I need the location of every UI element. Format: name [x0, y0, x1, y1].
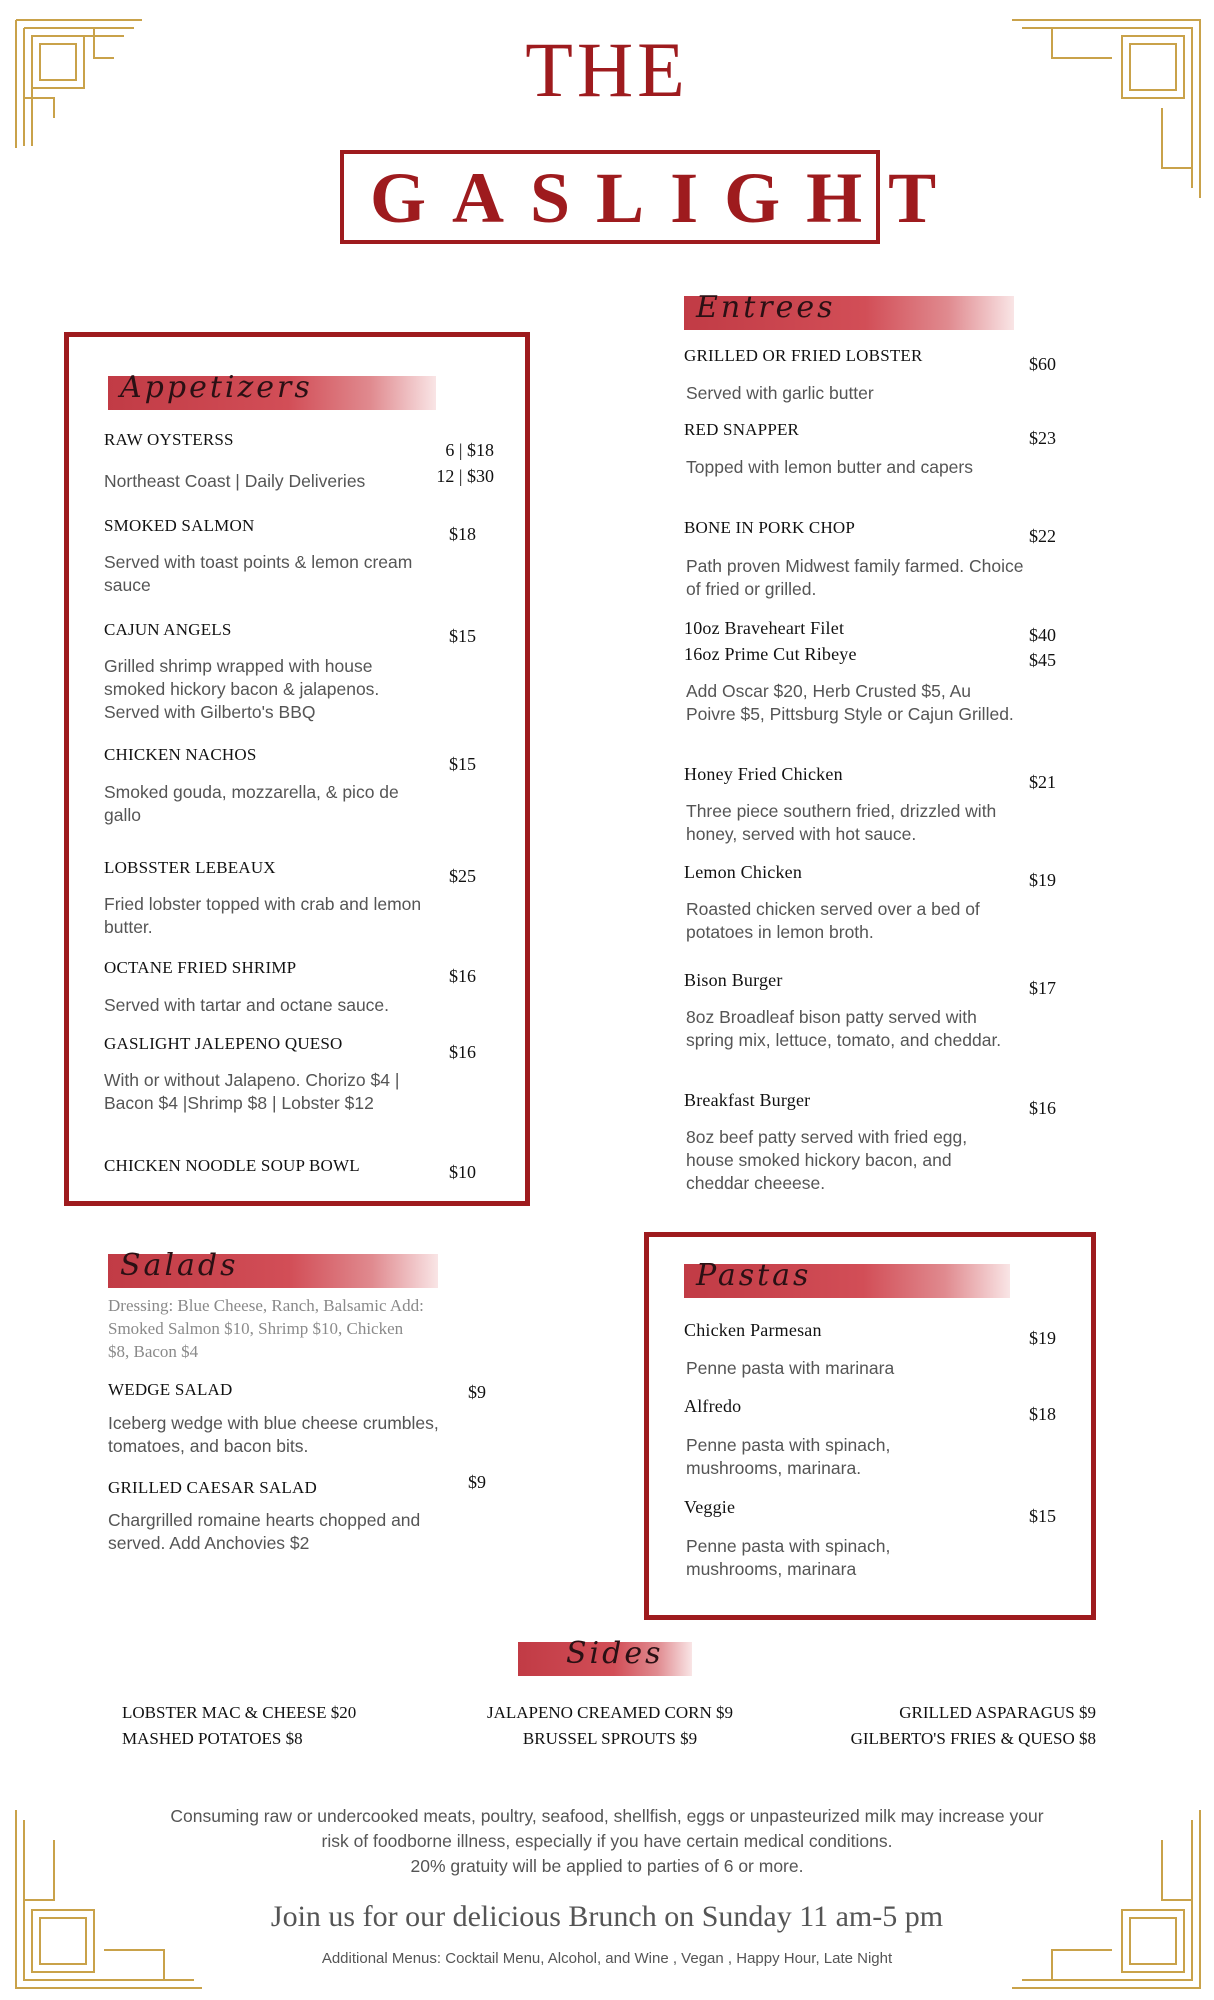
appetizer-price: 6 | $18	[445, 440, 494, 460]
appetizer-price: $16	[449, 966, 476, 986]
pasta-desc: Penne pasta with spinach, mushrooms, marinara.	[686, 1435, 891, 1478]
entree-name: 10oz Braveheart Filet	[684, 618, 845, 638]
side-item: JALAPENO CREAMED CORN $9	[486, 1703, 734, 1722]
salad-desc: Chargrilled romaine hearts chopped and served. Add Anchovies $2	[108, 1510, 421, 1553]
entree-price: $60	[1029, 354, 1056, 374]
entree-name-alt: 16oz Prime Cut Ribeye	[684, 644, 857, 664]
entree-price: $21	[1029, 772, 1056, 792]
salads-dressing-note: Dressing: Blue Cheese, Ranch, Balsamic Add: Smoked Salmon $10, Shrimp $10, Chicken $8, Bacon $4	[108, 1296, 424, 1361]
sides-title: Sides	[566, 1636, 664, 1671]
warning-line-2: risk of foodborne illness, especially if you have certain medical conditions.	[321, 1831, 893, 1851]
side-item: GRILLED ASPARAGUS $9	[899, 1703, 1096, 1722]
entree-name: RED SNAPPER	[684, 420, 800, 439]
entree-name: GRILLED OR FRIED LOBSTER	[684, 346, 923, 365]
pasta-name: Alfredo	[684, 1396, 742, 1416]
appetizer-name: CHICKEN NACHOS	[104, 745, 257, 764]
appetizer-desc: Grilled shrimp wrapped with house smoked hickory bacon & jalapenos. Served with Gilberto's BBQ	[104, 656, 380, 722]
pasta-desc: Penne pasta with marinara	[686, 1358, 895, 1378]
entree-desc: Served with garlic butter	[686, 383, 874, 403]
salad-price: $9	[468, 1472, 486, 1492]
entree-price: $16	[1029, 1098, 1056, 1118]
entree-price: $23	[1029, 428, 1056, 448]
side-item: MASHED POTATOES $8	[122, 1729, 303, 1748]
appetizer-name: LOBSSTER LEBEAUX	[104, 858, 276, 877]
entree-price-alt: $45	[1029, 650, 1056, 670]
appetizer-desc: Served with tartar and octane sauce.	[104, 995, 390, 1015]
appetizer-desc: Served with toast points & lemon cream sauce	[104, 552, 413, 595]
appetizer-desc: With or without Jalapeno. Chorizo $4 | Bacon $4 |Shrimp $8 | Lobster $12	[104, 1070, 400, 1113]
sides-column-left	[122, 1700, 356, 1752]
logo-the: THE	[525, 26, 689, 113]
appetizer-desc: Northeast Coast | Daily Deliveries	[104, 471, 366, 491]
entree-desc: Topped with lemon butter and capers	[686, 457, 973, 477]
appetizer-name: OCTANE FRIED SHRIMP	[104, 958, 297, 977]
entree-desc: Three piece southern fried, drizzled with honey, served with hot sauce.	[686, 801, 997, 844]
salad-desc: Iceberg wedge with blue cheese crumbles, tomatoes, and bacon bits.	[108, 1413, 439, 1456]
warning-line-1: Consuming raw or undercooked meats, poultry, seafood, shellfish, eggs or unpasteurized milk may increase your	[170, 1806, 1044, 1826]
appetizer-price: $15	[449, 626, 476, 646]
appetizer-price: $10	[449, 1162, 476, 1182]
logo-frame	[340, 150, 963, 244]
sides-ribbon	[518, 1636, 692, 1676]
entree-name: Honey Fried Chicken	[684, 764, 843, 784]
entree-name: Bison Burger	[684, 970, 783, 990]
appetizer-name: CHICKEN NOODLE SOUP BOWL	[104, 1156, 360, 1175]
entrees-ribbon	[684, 290, 1014, 330]
appetizers-ribbon	[108, 370, 436, 410]
food-safety-warning	[0, 1804, 1214, 1879]
appetizer-desc: Smoked gouda, mozzarella, & pico de gallo	[104, 782, 399, 825]
entree-desc: 8oz Broadleaf bison patty served with spring mix, lettuce, tomato, and cheddar.	[686, 1007, 1002, 1050]
pasta-price: $15	[1029, 1506, 1056, 1526]
sides-column-right	[770, 1700, 1096, 1752]
sides-column-center	[440, 1700, 780, 1752]
gratuity-note: 20% gratuity will be applied to parties of 6 or more.	[410, 1856, 804, 1876]
appetizer-price: $18	[449, 524, 476, 544]
side-item: GILBERTO'S FRIES & QUESO $8	[850, 1729, 1096, 1748]
appetizer-name: SMOKED SALMON	[104, 516, 255, 535]
salad-name: GRILLED CAESAR SALAD	[108, 1478, 317, 1497]
entree-desc: Roasted chicken served over a bed of potatoes in lemon broth.	[686, 899, 980, 942]
salads-title: Salads	[120, 1248, 239, 1283]
pasta-name: Chicken Parmesan	[684, 1320, 822, 1340]
entree-desc: 8oz beef patty served with fried egg, house smoked hickory bacon, and cheddar cheeese.	[686, 1127, 968, 1193]
appetizer-price: $15	[449, 754, 476, 774]
pastas-ribbon	[684, 1258, 1010, 1298]
appetizer-price: $16	[449, 1042, 476, 1062]
entrees-title: Entrees	[696, 290, 836, 325]
logo-name: GASLIGHT	[370, 158, 963, 238]
appetizer-name: RAW OYSTERSS	[104, 430, 234, 449]
salad-name: WEDGE SALAD	[108, 1380, 233, 1399]
pastas-title: Pastas	[696, 1258, 812, 1293]
salad-price: $9	[468, 1382, 486, 1402]
side-item: LOBSTER MAC & CHEESE $20	[122, 1703, 357, 1722]
entree-price: $22	[1029, 526, 1056, 546]
pasta-price: $19	[1029, 1328, 1056, 1348]
pasta-name: Veggie	[684, 1497, 736, 1517]
additional-menus: Additional Menus: Cocktail Menu, Alcohol, and Wine , Vegan , Happy Hour, Late Night	[321, 1950, 893, 1967]
entree-price: $19	[1029, 870, 1056, 890]
entree-name: Breakfast Burger	[684, 1090, 811, 1110]
pasta-price: $18	[1029, 1404, 1056, 1424]
salads-ribbon	[108, 1248, 438, 1288]
entree-desc: Path proven Midwest family farmed. Choice of fried or grilled.	[686, 556, 1024, 599]
entree-desc: Add Oscar $20, Herb Crusted $5, Au Poivre $5, Pittsburg Style or Cajun Grilled.	[686, 681, 1014, 724]
appetizer-price: $25	[449, 866, 476, 886]
appetizer-desc: Fried lobster topped with crab and lemon butter.	[104, 894, 422, 937]
appetizer-price-alt: 12 | $30	[436, 466, 494, 486]
appetizer-name: GASLIGHT JALEPENO QUESO	[104, 1034, 343, 1053]
entree-name: BONE IN PORK CHOP	[684, 518, 856, 537]
brunch-announcement: Join us for our delicious Brunch on Sunday 11 am-5 pm	[270, 1900, 944, 1933]
appetizer-name: CAJUN ANGELS	[104, 620, 232, 639]
appetizers-title: Appetizers	[120, 370, 313, 405]
side-item: BRUSSEL SPROUTS $9	[522, 1729, 698, 1748]
entree-price: $40	[1029, 625, 1056, 645]
pasta-desc: Penne pasta with spinach, mushrooms, marinara	[686, 1536, 891, 1579]
entree-name: Lemon Chicken	[684, 862, 803, 882]
entree-price: $17	[1029, 978, 1056, 998]
